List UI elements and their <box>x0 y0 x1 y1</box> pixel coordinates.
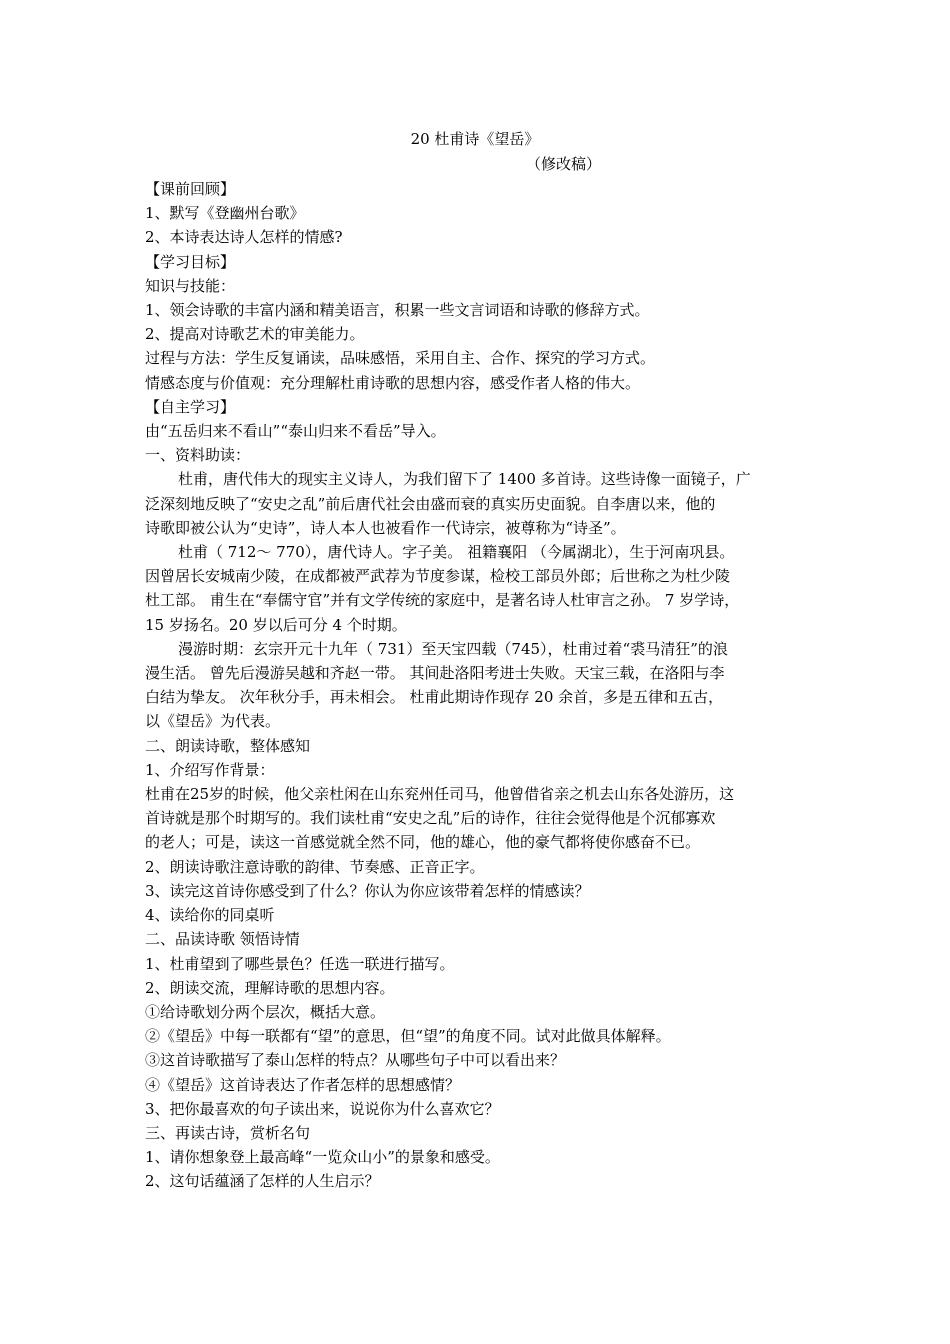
text-line: 3、读完这首诗你感受到了什么？你认为你应该带着怎样的情感读？ <box>145 881 590 900</box>
section-heading: 【课前回顾】 <box>145 180 236 198</box>
paragraph-line: 杜甫，唐代伟大的现实主义诗人，为我们留下了 1400 多首诗。这些诗像一面镜子，广 <box>178 470 751 489</box>
text-line: 1、默写《登幽州台歌》 <box>145 204 305 223</box>
text-line: 1、杜甫望到了哪些景色？任选一联进行描写。 <box>145 954 455 973</box>
document-body <box>145 177 825 1194</box>
text-line: 过程与方法：学生反复诵读，品味感悟，采用自主、合作、探究的学习方式。 <box>145 349 656 368</box>
paragraph-line: 诗歌即被公认为“史诗”，诗人本人也被看作一代诗宗，被尊称为“诗圣”。 <box>145 518 626 537</box>
paragraph-line: 以《望岳》为代表。 <box>145 712 281 731</box>
text-line: 2、本诗表达诗人怎样的情感? <box>145 228 343 247</box>
text-line: 2、朗读诗歌注意诗歌的韵律、节奏感、正音正字。 <box>145 857 485 876</box>
paragraph-line: 杜甫在25岁的时候，他父亲杜闲在山东兖州任司马，他曾借省亲之机去山东各处游历，这 <box>145 785 735 804</box>
text-line: 1、领会诗歌的丰富内涵和精美语言，积累一些文言词语和诗歌的修辞方式。 <box>145 301 650 320</box>
text-line: 4、读给你的同桌听 <box>145 906 275 925</box>
text-line: ④《望岳》这首诗表达了作者怎样的思想感情？ <box>145 1075 461 1094</box>
text-line: 2、提高对诗歌艺术的审美能力。 <box>145 325 365 344</box>
text-line: 1、介绍写作背景： <box>145 760 275 779</box>
text-line: 1、请你想象登上最高峰“一览众山小”的景象和感受。 <box>145 1148 500 1167</box>
section-heading: 【学习目标】 <box>145 252 236 271</box>
text-line: 3、把你最喜欢的句子读出来，说说你为什么喜欢它？ <box>145 1099 500 1118</box>
text-line: 二、朗读诗歌，整体感知 <box>145 736 311 755</box>
text-line: 二、品读诗歌 领悟诗情 <box>145 930 300 949</box>
paragraph-line: 杜工部。 甫生在“奉儒守官”并有文学传统的家庭中，是著名诗人杜审言之孙。 7 岁学诗， <box>145 591 740 610</box>
paragraph-line: 首诗就是那个时期写的。我们读杜甫“安史之乱”后的诗作，往往会觉得他是个沉郁寡欢 <box>145 809 716 828</box>
paragraph-line: 的老人；可是，读这一首感觉就全然不同，他的雄心，他的豪气都将使你感奋不已。 <box>145 833 701 852</box>
paragraph-line: 白结为挚友。 次年秋分手，再未相会。 杜甫此期诗作现存 20 余首，多是五律和五古， <box>145 688 724 707</box>
paragraph-line: 漫生活。 曾先后漫游吴越和齐赵一带。 其间赴洛阳考进士失败。天宝三载，在洛阳与李 <box>145 664 725 683</box>
text-line: ③这首诗歌描写了泰山怎样的特点？从哪些句子中可以看出来？ <box>145 1051 566 1070</box>
text-line: 知识与技能： <box>145 276 236 295</box>
text-line: 情感态度与价值观：充分理解杜甫诗歌的思想内容，感受作者人格的伟大。 <box>145 373 641 392</box>
text-line: 2、朗读交流，理解诗歌的思想内容。 <box>145 978 395 997</box>
section-heading: 【自主学习】 <box>145 397 236 416</box>
text-line: ②《望岳》中每一联都有“望”的意思，但“望”的角度不同。试对此做具体解释。 <box>145 1027 671 1046</box>
paragraph-line: 因曾居长安城南少陵，在成都被严武荐为节度参谋，检校工部员外郎；后世称之为杜少陵 <box>145 567 731 586</box>
text-line: 由“五岳归来不看山”“泰山归来不看岳”导入。 <box>145 422 446 441</box>
text-line: 2、这句话蕴涵了怎样的人生启示？ <box>145 1172 380 1191</box>
document-subtitle: （修改稿） <box>526 155 602 173</box>
paragraph-line: 杜甫（ 712～ 770），唐代诗人。字子美。 祖籍襄阳 （今属湖北），生于河南巩县。 <box>178 543 735 562</box>
text-line: ①给诗歌划分两个层次，概括大意。 <box>145 1002 386 1021</box>
text-line: 一、资料助读： <box>145 446 251 465</box>
paragraph-line: 泛深刻地反映了“安史之乱”前后唐代社会由盛而衰的真实历史面貌。自李唐以来，他的 <box>145 494 716 513</box>
paragraph-line: 漫游时期：玄宗开元十九年（ 731）至天宝四载（745），杜甫过着“裘马清狂”的浪 <box>178 639 728 658</box>
text-line: 三、再读古诗，赏析名句 <box>145 1123 311 1142</box>
paragraph-line: 15 岁扬名。20 岁以后可分 4 个时期。 <box>145 615 407 634</box>
document-title: 20 杜甫诗《望岳》 <box>410 130 540 148</box>
